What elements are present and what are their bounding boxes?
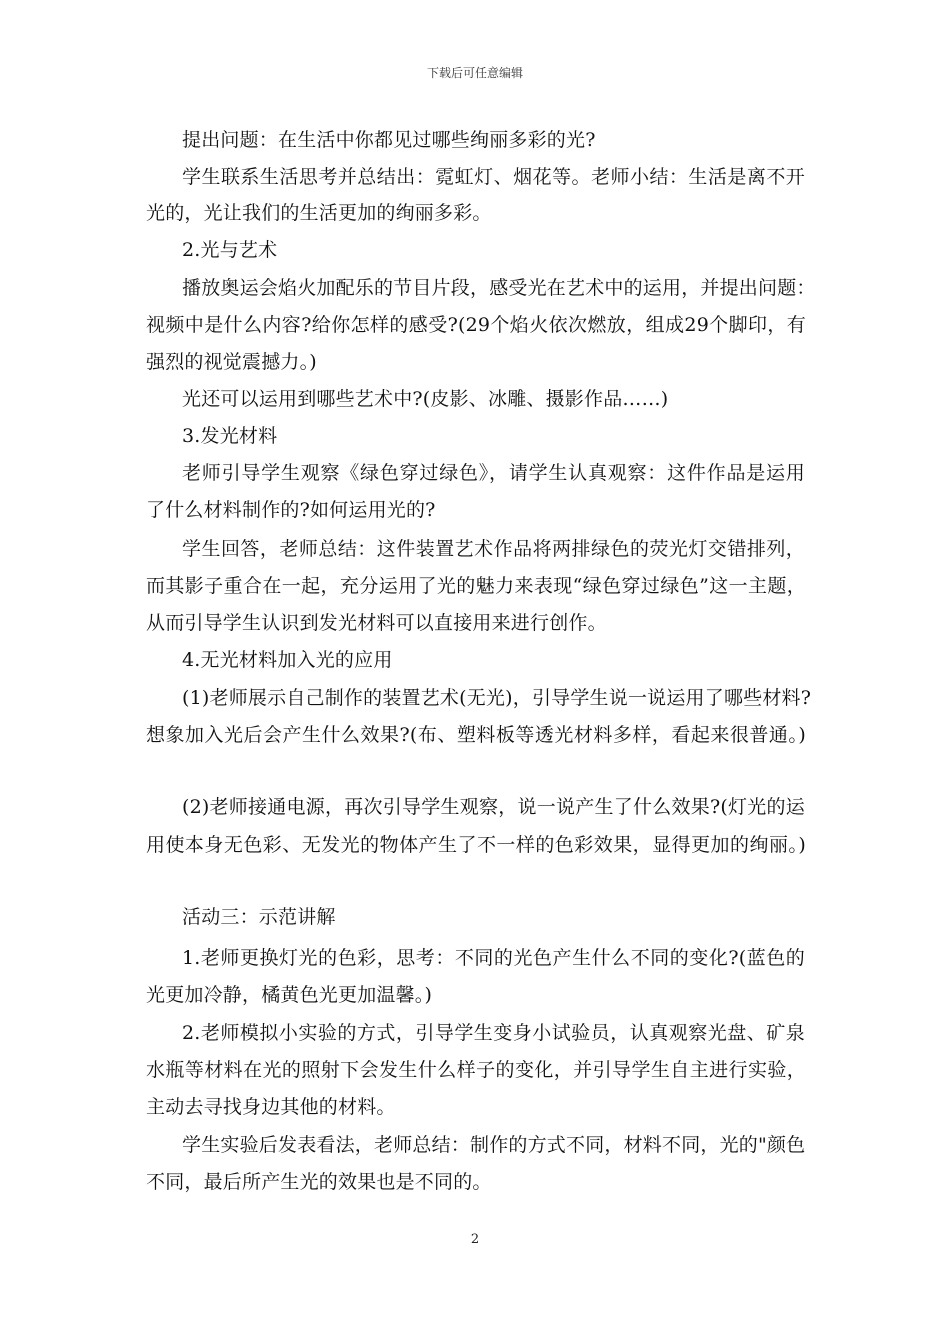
text-line: 播放奥运会焰火加配乐的节目片段，感受光在艺术中的运用，并提出问题：: [182, 277, 816, 299]
page-header: 下载后可任意编辑: [426, 66, 523, 80]
text-line: 学生回答，老师总结：这件装置艺术作品将两排绿色的荧光灯交错排列，: [182, 538, 805, 560]
text-line: 光还可以运用到哪些艺术中?(皮影、冰雕、摄影作品……): [182, 388, 669, 410]
section-heading: 活动三：示范讲解: [182, 906, 336, 928]
text-line: 学生联系生活思考并总结出：霓虹灯、烟花等。老师小结：生活是离不开: [182, 166, 805, 188]
text-line: 光的，光让我们的生活更加的绚丽多彩。: [146, 202, 492, 224]
section-heading: 4.无光材料加入光的应用: [182, 649, 393, 671]
text-line: 提出问题：在生活中你都见过哪些绚丽多彩的光?: [182, 129, 596, 151]
text-line: 从而引导学生认识到发光材料可以直接用来进行创作。: [146, 612, 607, 634]
text-line: 水瓶等材料在光的照射下会发生什么样子的变化，并引导学生自主进行实验，: [146, 1059, 806, 1081]
text-line: (2)老师接通电源，再次引导学生观察，说一说产生了什么效果?(灯光的运: [182, 796, 805, 818]
text-line: 不同，最后所产生光的效果也是不同的。: [146, 1171, 492, 1193]
text-line: 主动去寻找身边其他的材料。: [146, 1096, 396, 1118]
section-heading: 3.发光材料: [182, 425, 278, 447]
text-line: 光更加冷静，橘黄色光更加温馨。): [146, 984, 433, 1006]
text-line: 强烈的视觉震撼力。): [146, 351, 317, 373]
text-line: 学生实验后发表看法，老师总结：制作的方式不同，材料不同，光的"颜色: [182, 1134, 806, 1156]
text-line: 1.老师更换灯光的色彩，思考：不同的光色产生什么不同的变化?(蓝色的: [182, 947, 805, 969]
text-line: 2.老师模拟小实验的方式，引导学生变身小试验员，认真观察光盘、矿泉: [182, 1022, 805, 1044]
text-line: 用使本身无色彩、无发光的物体产生了不一样的色彩效果，显得更加的绚丽。): [146, 834, 806, 856]
text-line: 了什么材料制作的?如何运用光的?: [146, 499, 436, 521]
text-line: 老师引导学生观察《绿色穿过绿色》，请学生认真观察：这件作品是运用: [182, 462, 805, 484]
text-line: (1)老师展示自己制作的装置艺术(无光)，引导学生说一说运用了哪些材料?: [182, 687, 812, 709]
page-number: 2: [470, 1232, 480, 1247]
text-line: 想象加入光后会产生什么效果?(布、塑料板等透光材料多样，看起来很普通。): [146, 724, 806, 746]
section-heading: 2.光与艺术: [182, 239, 278, 261]
text-line: 视频中是什么内容?给你怎样的感受?(29个焰火依次燃放，组成29个脚印，有: [146, 314, 806, 336]
text-line: 而其影子重合在一起，充分运用了光的魅力来表现“绿色穿过绿色”这一主题，: [146, 575, 806, 597]
